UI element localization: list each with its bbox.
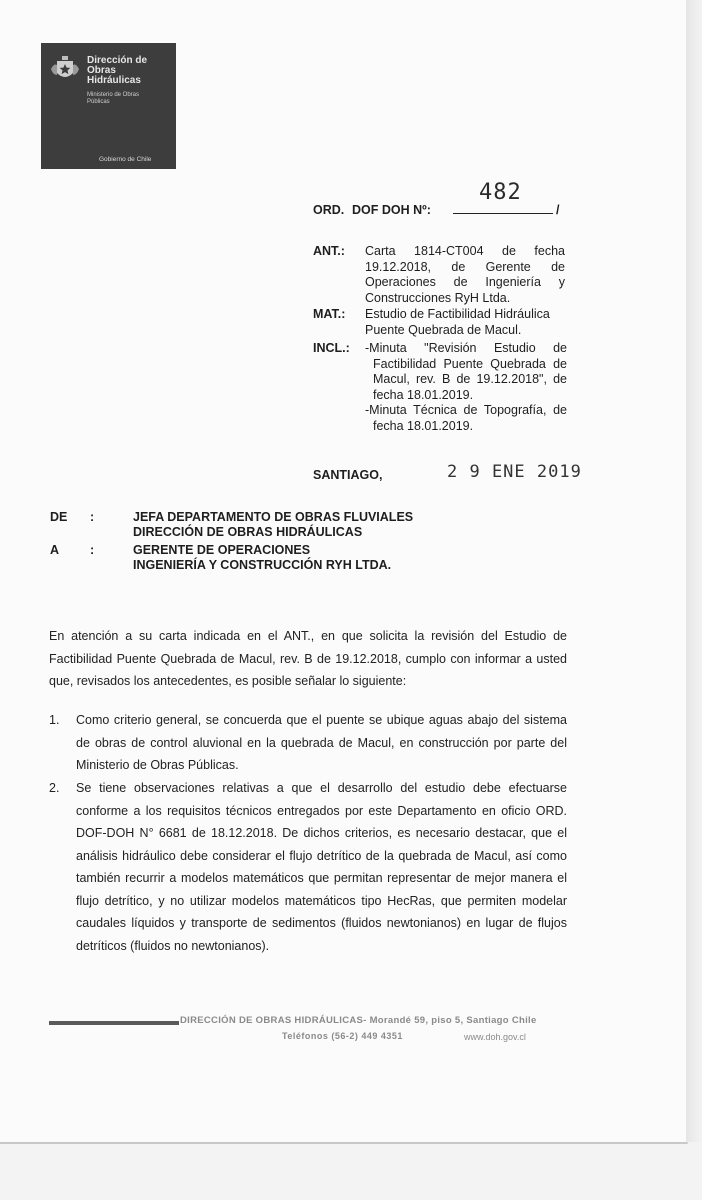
item-2-number: 2. — [49, 781, 60, 795]
footer-phone: Teléfonos (56-2) 449 4351 — [282, 1031, 403, 1041]
item-1-paragraph: Como criterio general, se concuerda que el puente se ubique aguas abajo del sistema de obras de control aluvional en la quebrada de Macul, en construcción por parte del Ministerio de Obras Públicas. — [76, 713, 567, 772]
footer-website: www.doh.gov.cl — [464, 1032, 526, 1042]
ant-line: 19.12.2018, de Gerente de — [365, 259, 565, 274]
ant-label: ANT.: — [313, 244, 345, 258]
mat-text — [365, 307, 570, 338]
ord-code: DOF DOH Nº: — [352, 203, 431, 217]
logo-title: Dirección de Obras Hidráulicas — [87, 55, 148, 86]
incl-line: -Minuta Técnica de Topografía, de — [365, 403, 567, 417]
ant-line: Construcciones RyH Ltda. — [365, 290, 511, 305]
incl-label: INCL.: — [313, 341, 350, 355]
incl-line: Macul, rev. B de 19.12.2018", de — [373, 372, 567, 386]
chile-coat-of-arms-icon — [41, 43, 87, 169]
doh-logo — [41, 43, 176, 169]
de-colon: : — [90, 510, 95, 524]
ord-label: ORD. — [313, 203, 345, 217]
a-line-2: INGENIERÍA Y CONSTRUCCIÓN RYH LTDA. — [133, 558, 392, 572]
de-label: DE — [50, 510, 68, 524]
mat-line: Puente Quebrada de Macul. — [365, 322, 522, 337]
ant-line: Operaciones de Ingeniería y — [365, 275, 565, 289]
ord-underline — [453, 213, 553, 214]
a-colon: : — [90, 543, 95, 557]
ant-text — [365, 244, 565, 306]
ant-line: Carta 1814-CT004 de fecha — [365, 244, 565, 258]
logo-government: Gobierno de Chile — [99, 156, 152, 163]
a-line-1: GERENTE DE OPERACIONES — [133, 543, 311, 557]
incl-text — [365, 341, 567, 434]
footer-rule — [49, 1021, 179, 1025]
mat-line: Estudio de Factibilidad Hidráulica — [365, 307, 550, 321]
ord-number: 482 — [479, 180, 522, 205]
date-stamp: 2 9 ENE 2019 — [447, 462, 582, 482]
incl-line: -Minuta "Revisión Estudio de — [365, 341, 567, 355]
item-2-paragraph: Se tiene observaciones relativas a que el desarrollo del estudio debe efectuarse conforme a los requisitos técnicos entregados por este Departamento en oficio ORD. DOF-DOH N° 6681 de 18.12.2018. De dichos criterios, es necesario destacar, que el análisis hidráulico debe considerar el flujo detrítico de la quebrada de Macul, así como también recurrir a modelos matemáticos que permitan representar de mejor manera el flujo detrítico, y no utilizar modelos matemáticos tipo HecRas, que permiten modelar caudales líquidos y transporte de sedimentos (fluidos newtonianos) en lugar de flujos detríticos (fluidos no newtonianos). — [76, 781, 567, 953]
scan-edge — [686, 0, 702, 1142]
intro-paragraph: En atención a su carta indicada en el ANT., en que solicita la revisión del Estudio de Factibilidad Puente Quebrada de Macul, rev. B de 19.12.2018, cumplo con informar a usted que, revisados los antecedentes, es posible señalar lo siguiente: — [49, 629, 567, 688]
a-label: A — [50, 543, 60, 557]
item-1-number: 1. — [49, 713, 60, 727]
incl-line: Factibilidad Puente Quebrada de — [373, 356, 567, 371]
incl-line: fecha 18.01.2019. — [373, 387, 474, 402]
de-line-1: JEFA DEPARTAMENTO DE OBRAS FLUVIALES — [133, 510, 414, 524]
footer-address: DIRECCIÓN DE OBRAS HIDRÁULICAS- Morandé 59, piso 5, Santiago Chile — [180, 1015, 537, 1026]
logo-subtitle: Ministerio de Obras Públicas — [87, 92, 140, 105]
incl-line: fecha 18.01.2019. — [373, 418, 474, 433]
mat-label: MAT.: — [313, 307, 346, 321]
city-label: SANTIAGO, — [313, 468, 383, 482]
de-line-2: DIRECCIÓN DE OBRAS HIDRÁULICAS — [133, 525, 363, 539]
ord-slash: / — [556, 203, 560, 217]
logo-text — [87, 43, 176, 169]
